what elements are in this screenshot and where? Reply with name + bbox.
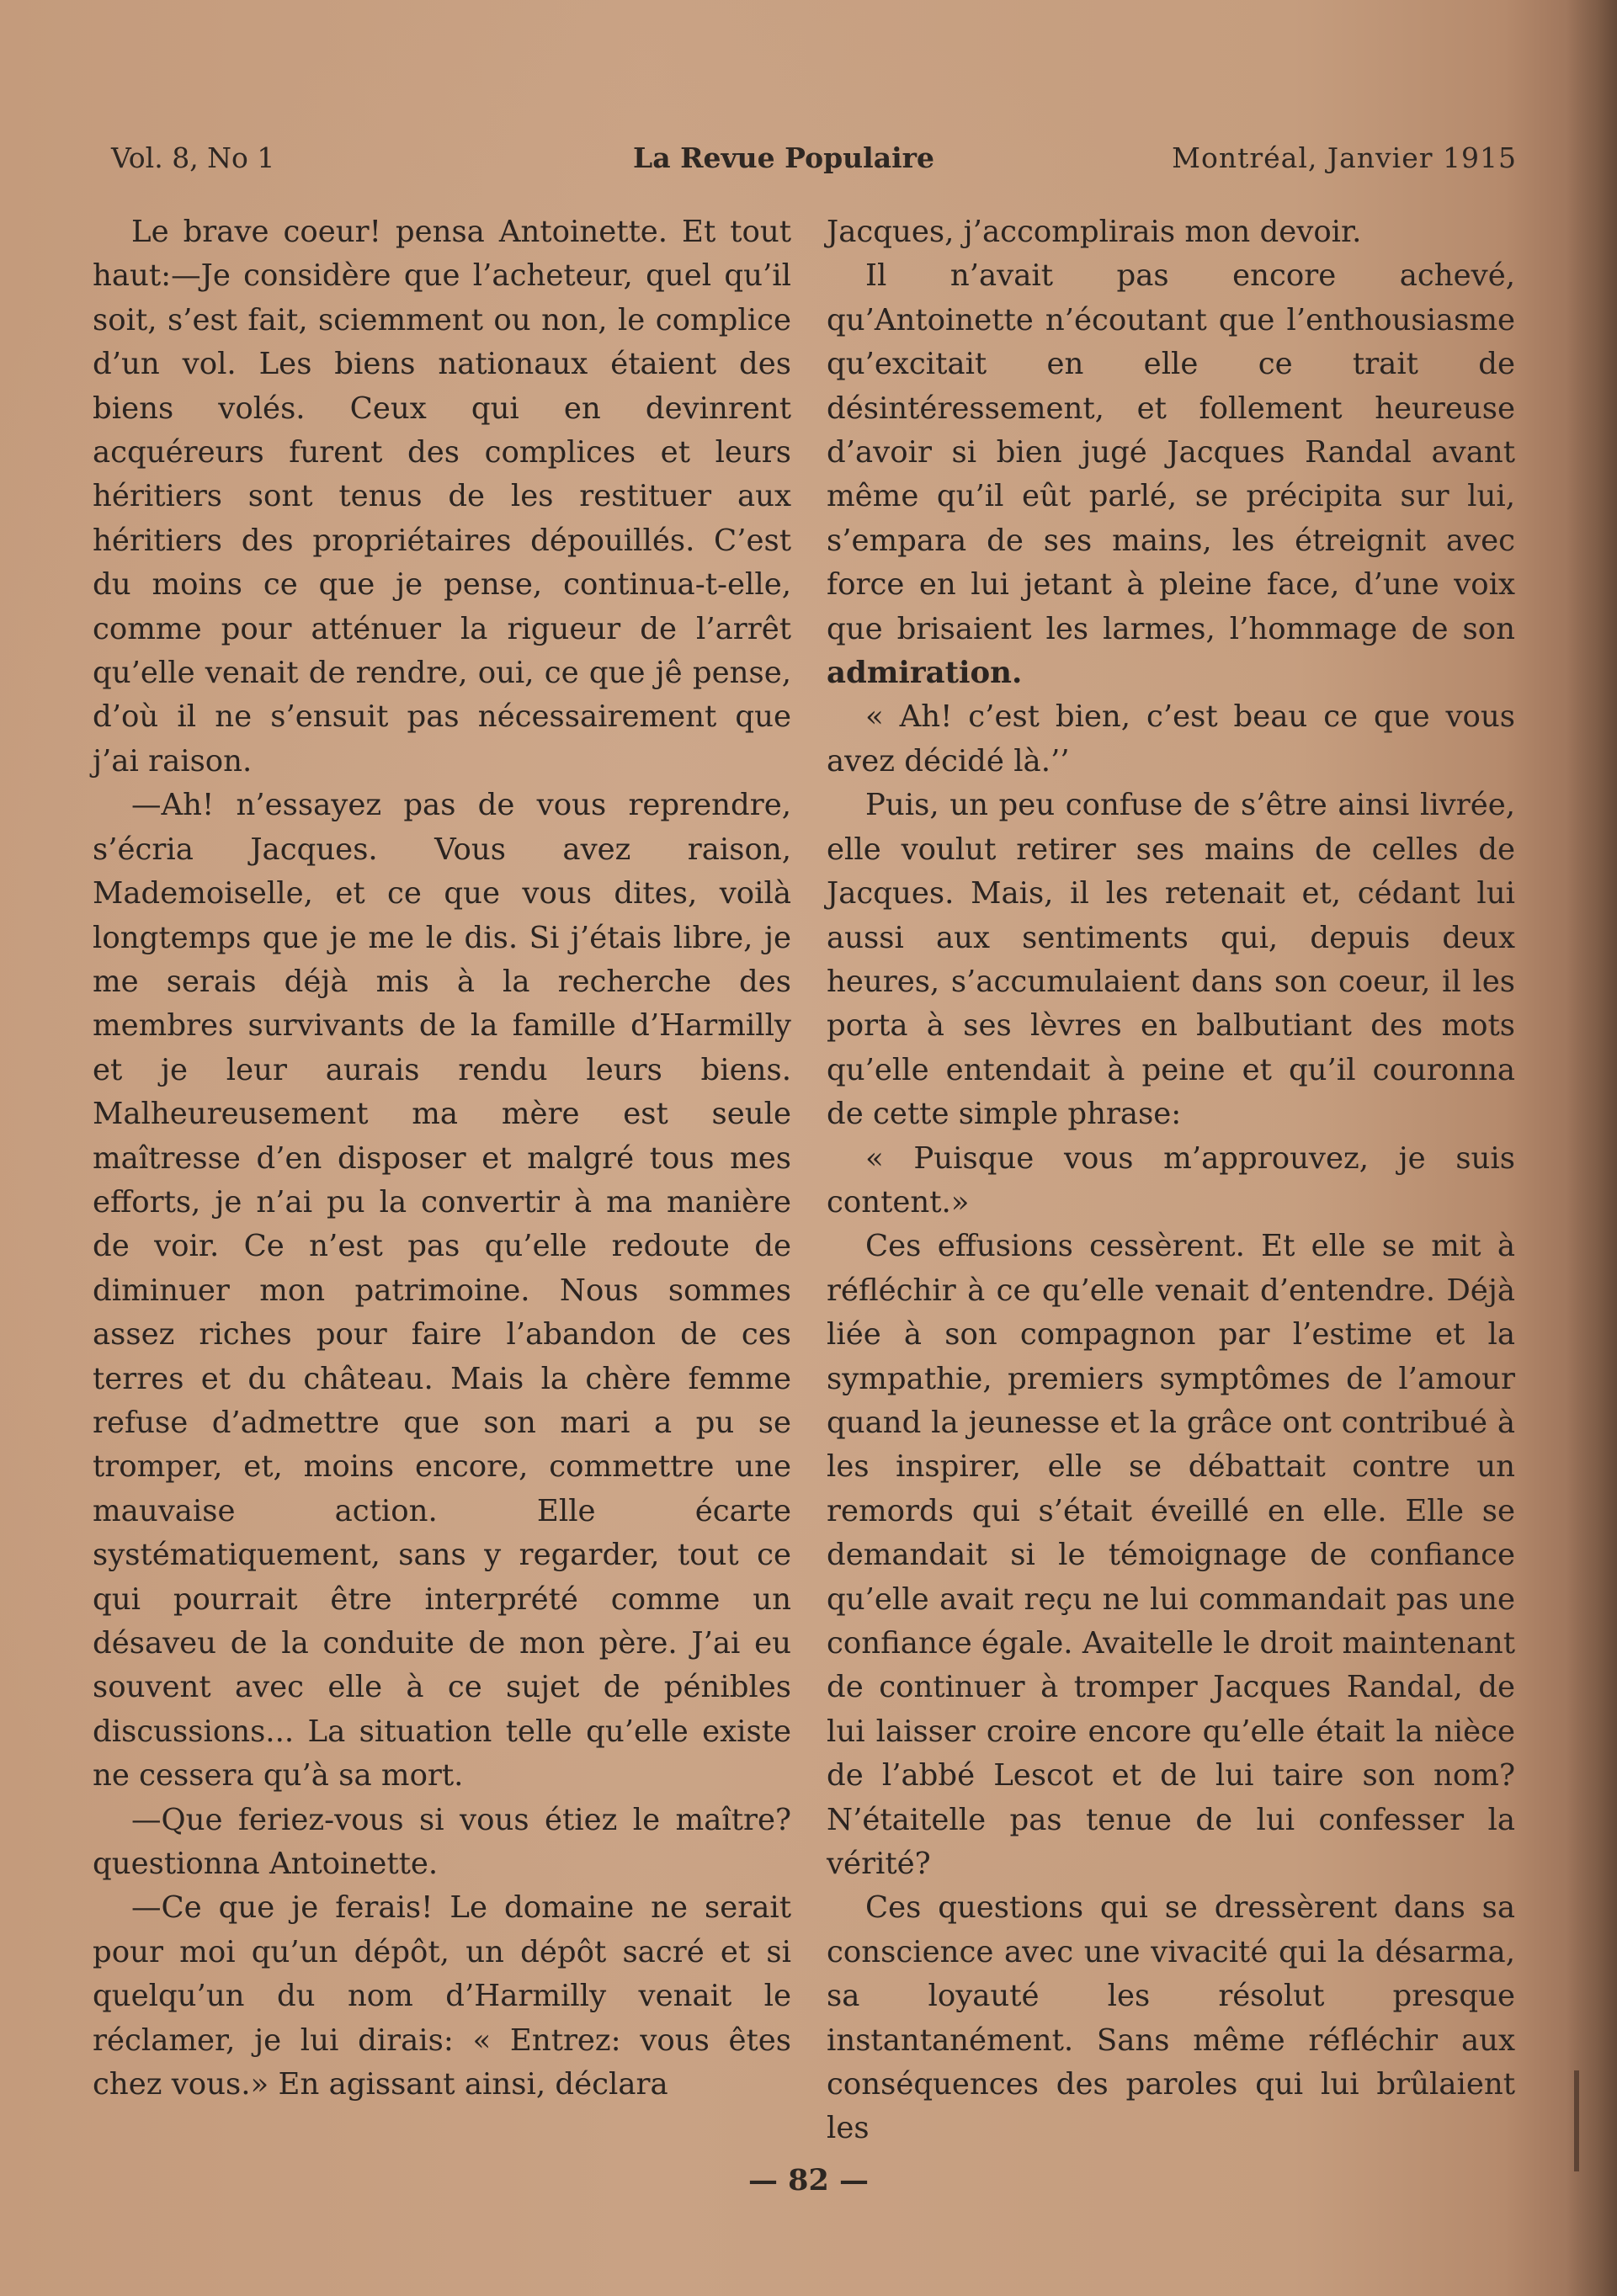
margin-mark: [1574, 2070, 1579, 2171]
paragraph: Le brave coeur! pensa Antoinette. Et tout haut:—Je considère que l’acheteur, quel qu’il soit, s’est fait, sciemment ou non, le complice d’un vol. Les biens nationaux étaient des biens volés. Ceux qui en devinrent acquéreurs furent des complices et leurs héritiers sont tenus de les restituer aux héritiers des propriétaires dépouillés. C’est du moins ce que je pense, continua-t-elle, comme pour atténuer la rigueur de l’arrêt qu’elle venait de rendre, oui, ce que jê pense, d’où il ne s’ensuit pas nécessairement que j’ai raison.: [93, 215, 791, 779]
paragraph: Puis, un peu confuse de s’être ainsi livrée, elle voulut retirer ses mains de celles de Jacques. Mais, il les retenait et, cédant lui aussi aux sentiments qui, depuis deux heures, s’accumulaient dans son coeur, il les porta à ses lèvres en balbutiant des mots qu’elle entendait à peine et qu’il couronna de cette simple phrase:: [827, 788, 1515, 1132]
paragraph: Ces effusions cessèrent. Et elle se mit à réfléchir à ce qu’elle venait d’entendre. Déjà liée à son compagnon par l’estime et la sympathie, premiers symptômes de l’amour quand la jeunesse et la grâce ont contribué à les inspirer, elle se débattait contre un remords qui s’était éveillé en elle. Elle se demandait si le témoignage de confiance qu’elle avait reçu ne lui commandait pas une confiance égale. Avaitelle le droit maintenant de continuer à tromper Jacques Randal, de lui laisser croire encore qu’elle était la nièce de l’abbé Lescot et de lui taire son nom? N’étaitelle pas tenue de lui confesser la vérité?: [827, 1229, 1515, 1882]
paragraph: —Ah! n’essayez pas de vous reprendre, s’écria Jacques. Vous avez raison, Mademoiselle, et ce que vous dites, voilà longtemps que je me le dis. Si j’étais libre, je me serais déjà mis à la recherche des membres survivants de la famille d’Harmilly et je leur aurais rendu leurs biens. Malheureusement ma mère est seule maîtresse d’en disposer et malgré tous mes efforts, je n’ai pu la convertir à ma manière de voir. Ce n’est pas qu’elle redoute de diminuer mon patrimoine. Nous sommes assez riches pour faire l’abandon de ces terres et du château. Mais la chère femme refuse d’admettre que son mari a pu se tromper, et, moins encore, commettre une mauvaise action. Elle écarte systématiquement, sans y regarder, tout ce qui pourrait être interprété comme un désaveu de la conduite de mon père. J’ai eu souvent avec elle à ce sujet de pénibles discussions... La situation telle qu’elle existe ne cessera qu’à sa mort.: [93, 788, 791, 1794]
page-number: — 82 —: [747, 2163, 870, 2198]
right-column: [827, 210, 1515, 2151]
paragraph: —Ce que je ferais! Le domaine ne serait pour moi qu’un dépôt, un dépôt sacré et si quelqu’un du nom d’Harmilly venait le réclamer, je lui dirais: « Entrez: vous êtes chez vous.» En agissant ainsi, déclara: [93, 1890, 791, 2102]
paragraph: [827, 254, 1515, 695]
paragraph-text: Il n’avait pas encore achevé, qu’Antoinette n’écoutant que l’enthousiasme qu’excitait en elle ce trait de désintéressement, et follement heureuse d’avoir si bien jugé Jacques Randal avant même qu’il eût parlé, se précipita sur lui, s’empara de ses mains, les étreignit avec force en lui jetant à pleine face, d’une voix que brisaient les larmes, l’hommage de son: [827, 258, 1515, 646]
left-column: [93, 210, 791, 2107]
paragraph: « Ah! c’est bien, c’est beau ce que vous avez décidé là.’’: [827, 699, 1515, 779]
running-head: [111, 141, 1517, 183]
paragraph: Ces questions qui se dressèrent dans sa conscience avec une vivacité qui la désarma, sa loyauté les résolut presque instantanément. Sans même réfléchir aux conséquences des paroles qui lui brûlaient les: [827, 1890, 1515, 2146]
bold-word: admiration.: [827, 656, 1023, 691]
page-spine-shadow: [1566, 0, 1617, 2296]
volume-number: Vol. 8, No 1: [111, 141, 275, 174]
issue-place-date: Montréal, Janvier 1915: [1172, 141, 1517, 174]
magazine-title: La Revue Populaire: [633, 141, 934, 174]
paragraph-continuation: Jacques, j’accomplirais mon devoir.: [827, 215, 1362, 249]
paragraph: —Que feriez-vous si vous étiez le maître? questionna Antoinette.: [93, 1802, 791, 1882]
paragraph: « Puisque vous m’approuvez, je suis content.»: [827, 1140, 1515, 1220]
